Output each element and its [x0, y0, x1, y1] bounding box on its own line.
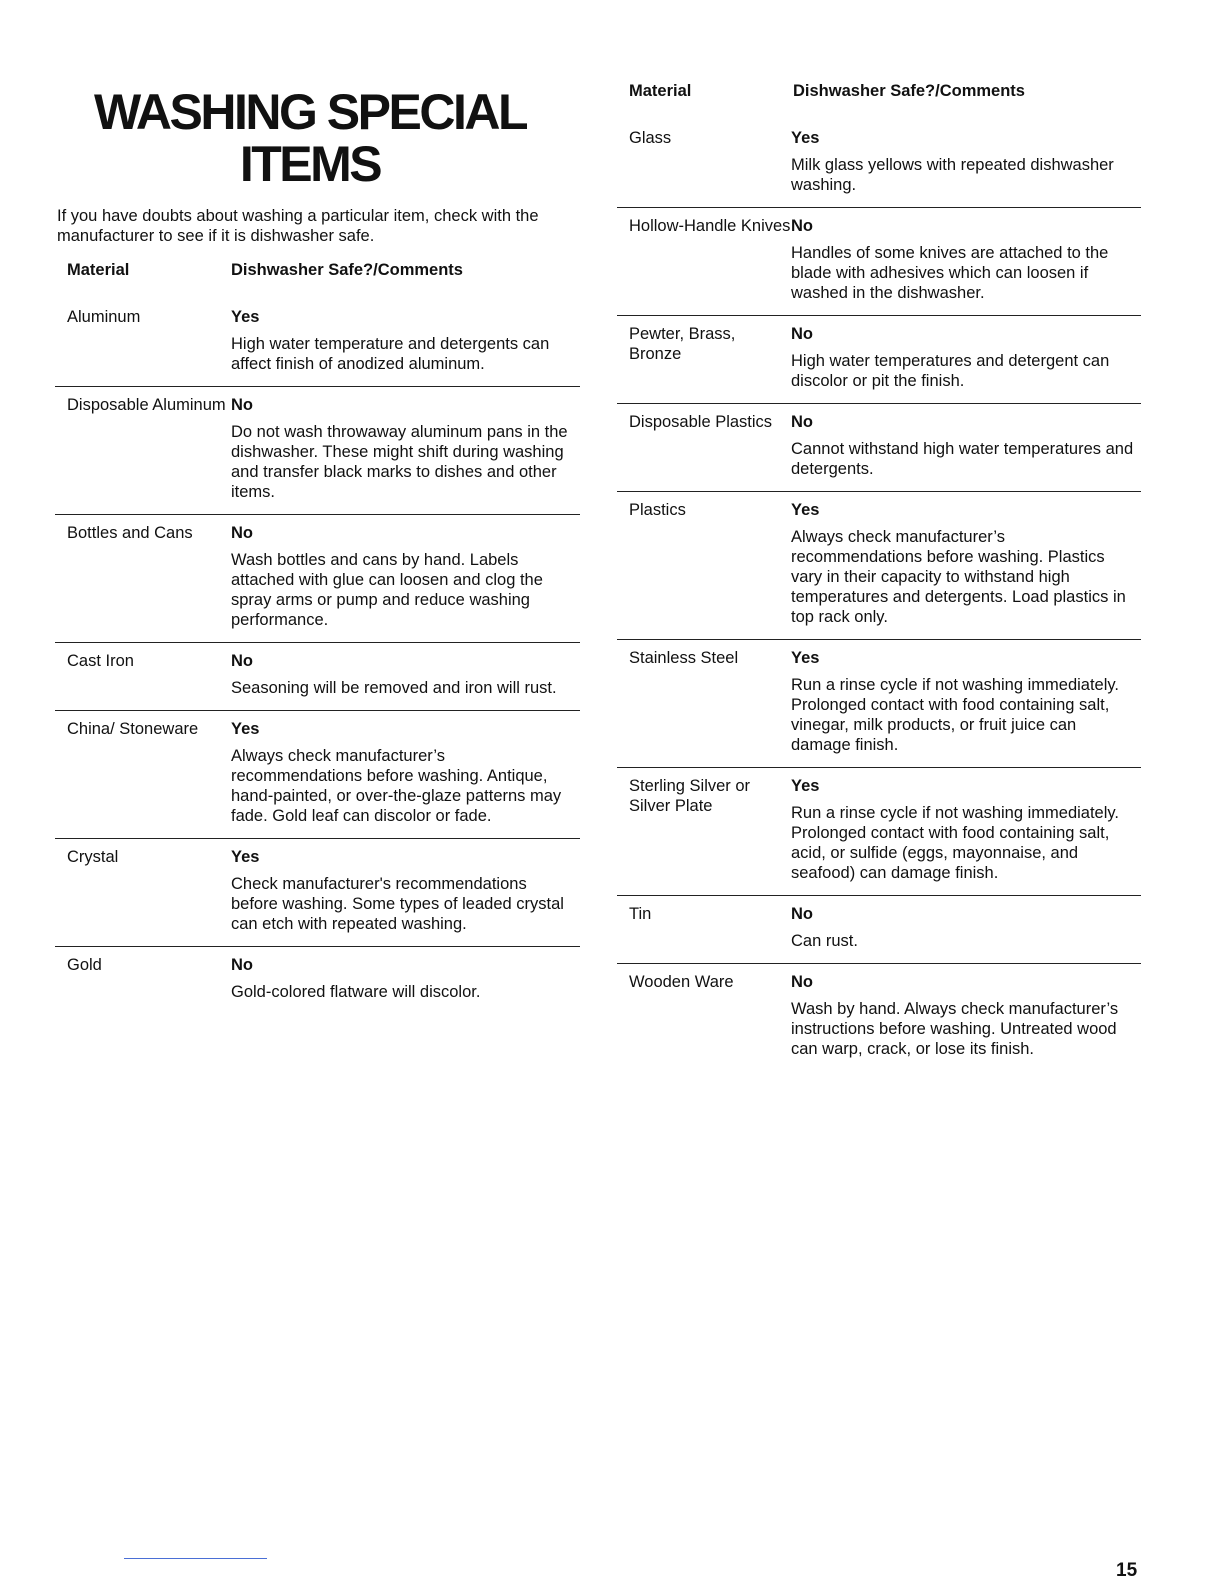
material-cell: Bottles and Cans: [67, 524, 193, 542]
material-cell: Disposable Aluminum: [67, 396, 226, 414]
table-row: [617, 120, 1141, 208]
verdict-label: Yes: [791, 129, 820, 147]
material-cell: Disposable Plastics: [629, 413, 773, 431]
table-row: [55, 387, 580, 515]
comment-text: Cannot withstand high water temperatures and detergents.: [791, 440, 1134, 478]
comment-text: Do not wash throwaway aluminum pans in the dishwasher. These might shift during washing and transfer black marks to dishes and other items.: [231, 423, 568, 501]
comment-cell: [791, 648, 1141, 755]
verdict-label: No: [231, 524, 253, 542]
table-header: [55, 259, 580, 299]
verdict-label: Yes: [791, 649, 820, 667]
page-number: 15: [1116, 1560, 1138, 1581]
verdict-label: No: [231, 956, 253, 974]
comment-cell: [791, 776, 1141, 883]
comment-text: Run a rinse cycle if not washing immediately. Prolonged contact with food containing salt, acid, or sulfide (eggs, mayonnaise, and seafood) can damage finish.: [791, 804, 1120, 882]
comment-cell: [231, 955, 580, 1002]
material-cell: Pewter, Brass, Bronze: [629, 325, 736, 363]
material-cell: Sterling Silver or Silver Plate: [629, 777, 751, 815]
material-header: Material: [629, 82, 692, 100]
comment-cell: [231, 847, 580, 934]
table-row: [617, 492, 1141, 640]
table-row: [617, 404, 1141, 492]
comment-cell: [231, 523, 580, 630]
table-header: [617, 80, 1141, 120]
comment-text: High water temperature and detergents can affect finish of anodized aluminum.: [231, 335, 550, 373]
comment-text: High water temperatures and detergent can discolor or pit the finish.: [791, 352, 1110, 390]
comment-cell: [791, 500, 1141, 627]
comment-cell: [791, 324, 1141, 391]
material-cell: Hollow-Handle Knives: [629, 217, 791, 235]
comment-text: Can rust.: [791, 932, 858, 950]
comment-text: Wash by hand. Always check manufacturer’s instructions before washing. Untreated wood can warp, crack, or lose its finish.: [791, 1000, 1119, 1058]
verdict-label: No: [791, 973, 813, 991]
material-cell: Stainless Steel: [629, 649, 739, 667]
comment-cell: [231, 395, 580, 502]
right-table: [617, 80, 1141, 1071]
left-table: [55, 259, 580, 1014]
table-row: [617, 964, 1141, 1071]
table-row: [55, 839, 580, 947]
material-cell: China/ Stoneware: [67, 720, 199, 738]
footer-rule: [124, 1558, 267, 1559]
comment-text: Gold-colored flatware will discolor.: [231, 983, 481, 1001]
comment-text: Run a rinse cycle if not washing immediately. Prolonged contact with food containing salt, vinegar, milk products, or fruit juice can damage finish.: [791, 676, 1120, 754]
table-row: [55, 515, 580, 643]
verdict-label: Yes: [231, 848, 260, 866]
table-row: [55, 947, 580, 1014]
table-row: [617, 316, 1141, 404]
verdict-label: No: [791, 325, 813, 343]
table-row: [617, 208, 1141, 316]
comment-text: Always check manufacturer’s recommendations before washing. Antique, hand-painted, or over-the-glaze patterns may fade. Gold leaf can discolor or fade.: [231, 747, 562, 825]
comments-header: Dishwasher Safe?/Comments: [231, 261, 463, 279]
material-cell: Cast Iron: [67, 652, 134, 670]
comments-header: Dishwasher Safe?/Comments: [793, 82, 1025, 100]
comment-cell: [231, 719, 580, 826]
comment-cell: [791, 412, 1141, 479]
table-row: [617, 768, 1141, 896]
table-row: [55, 643, 580, 711]
verdict-label: No: [791, 217, 813, 235]
verdict-label: No: [231, 652, 253, 670]
verdict-label: No: [791, 905, 813, 923]
comment-cell: [791, 128, 1141, 195]
verdict-label: No: [791, 413, 813, 431]
table-row: [55, 299, 580, 387]
verdict-label: Yes: [791, 501, 820, 519]
comment-cell: [791, 972, 1141, 1059]
comment-text: Seasoning will be removed and iron will rust.: [231, 679, 557, 697]
material-cell: Crystal: [67, 848, 119, 866]
material-cell: Plastics: [629, 501, 686, 519]
verdict-label: Yes: [231, 720, 260, 738]
material-header: Material: [67, 261, 130, 279]
comment-cell: [231, 651, 580, 698]
comment-text: Milk glass yellows with repeated dishwasher washing.: [791, 156, 1114, 194]
verdict-label: Yes: [791, 777, 820, 795]
comment-text: Handles of some knives are attached to the blade with adhesives which can loosen if washed in the dishwasher.: [791, 244, 1109, 302]
comment-text: Always check manufacturer’s recommendations before washing. Plastics vary in their capacity to withstand high temperatures and detergents. Load plastics in top rack only.: [791, 528, 1126, 626]
table-row: [617, 640, 1141, 768]
comment-cell: [791, 216, 1141, 303]
intro-text: If you have doubts about washing a particular item, check with the manufacturer to see if it is dishwasher safe.: [57, 207, 539, 245]
material-cell: Tin: [629, 905, 652, 923]
verdict-label: No: [231, 396, 253, 414]
page-title: WASHING SPECIAL ITEMS: [94, 84, 526, 192]
comment-text: Check manufacturer's recommendations before washing. Some types of leaded crystal can etch with repeated washing.: [231, 875, 564, 933]
verdict-label: Yes: [231, 308, 260, 326]
material-cell: Glass: [629, 129, 672, 147]
material-cell: Wooden Ware: [629, 973, 734, 991]
material-cell: Gold: [67, 956, 102, 974]
comment-text: Wash bottles and cans by hand. Labels attached with glue can loosen and clog the spray arms or pump and reduce washing performance.: [231, 551, 543, 629]
table-row: [617, 896, 1141, 964]
comment-cell: [231, 307, 580, 374]
table-row: [55, 711, 580, 839]
material-cell: Aluminum: [67, 308, 141, 326]
comment-cell: [791, 904, 1141, 951]
